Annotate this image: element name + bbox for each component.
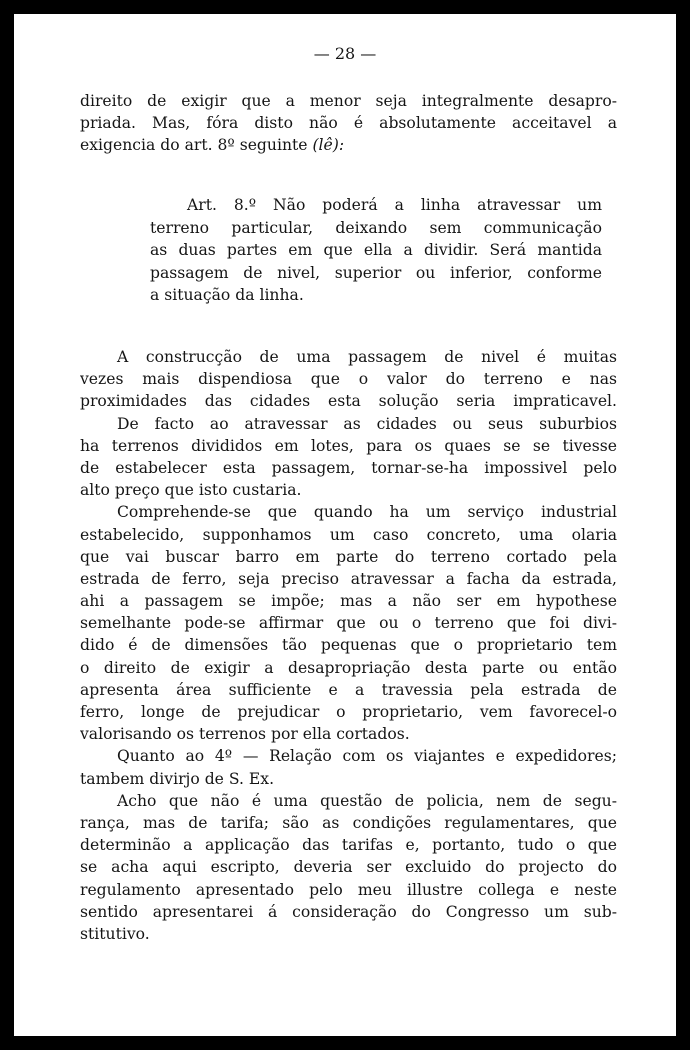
reading-mark: (lê):: [312, 136, 345, 155]
intro-paragraph: [80, 90, 617, 157]
text-line: que vai buscar barro em parte do terreno cortado pela: [80, 547, 617, 566]
text-line: Quanto ao 4º — Relação com os viajantes e expedidores;: [117, 747, 617, 766]
text-line: ahi a passagem se impõe; mas a não ser em hypothese: [80, 592, 617, 611]
quote-line: passagem de nivel, superior ou inferior, conforme: [150, 263, 602, 282]
text-line: [80, 134, 617, 156]
text-line: stitutivo.: [80, 924, 150, 943]
quote-line: a situação da linha.: [150, 286, 304, 305]
text-line: apresenta área sufficiente e a travessia pela estrada de: [80, 680, 617, 699]
text-line: direito de exigir que a menor seja integralmente desapro-: [80, 92, 617, 110]
text-line: estrada de ferro, seja preciso atravessar a facha da estrada,: [80, 569, 617, 588]
text-line: regulamento apresentado pelo meu illustre collega e neste: [80, 880, 617, 899]
text-line: de estabelecer esta passagem, tornar-se-ha impossivel pelo: [80, 458, 617, 477]
quote-line: Art. 8.º Não poderá a linha atravessar um: [187, 196, 602, 214]
text-line: estabelecido, supponhamos um caso concreto, uma olaria: [80, 525, 617, 544]
text-line: Acho que não é uma questão de policia, nem de segu-: [117, 791, 617, 810]
text-line: proximidades das cidades esta solução seria impraticavel.: [80, 392, 617, 411]
text-line: o direito de exigir a desapropriação desta parte ou então: [80, 658, 617, 677]
text-line: sentido apresentarei á consideração do Congresso um sub-: [80, 902, 617, 921]
text-line: alto preço que isto custaria.: [80, 481, 302, 500]
text-line: ha terrenos divididos em lotes, para os quaes se se tivesse: [80, 436, 617, 455]
text-line: Comprehende-se que quando ha um serviço industrial: [117, 503, 617, 522]
quoted-article: [150, 194, 602, 307]
text-line: priada. Mas, fóra disto não é absolutamente acceitavel a: [80, 114, 617, 133]
text-line: se acha aqui escripto, deveria ser excluido do projecto do: [80, 858, 617, 877]
text-line-content: exigencia do art. 8º seguinte: [80, 136, 308, 155]
body-text: [80, 346, 617, 945]
text-line: A construcção de uma passagem de nivel é muitas: [117, 348, 617, 366]
text-line: tambem divirjo de S. Ex.: [80, 769, 275, 788]
text-line: dido é de dimensões tão pequenas que o proprietario tem: [80, 636, 617, 655]
text-line: ferro, longe de prejudicar o proprietario, vem favorecel-o: [80, 703, 617, 721]
text-line: determinão a applicação das tarifas e, portanto, tudo o que: [80, 836, 617, 855]
page-number: — 28 —: [313, 44, 377, 63]
text-line: rança, mas de tarifa; são as condições regulamentares, que: [80, 813, 617, 832]
text-line: valorisando os terrenos por ella cortados.: [80, 725, 410, 744]
text-line: semelhante pode-se affirmar que ou o terreno que foi divi-: [80, 614, 617, 633]
text-line: vezes mais dispendiosa que o valor do terreno e nas: [80, 370, 617, 389]
document-page: [14, 14, 676, 1036]
quote-line: as duas partes em que ella a dividir. Será mantida: [150, 241, 602, 260]
quote-line: terreno particular, deixando sem communicação: [150, 218, 602, 237]
text-line: De facto ao atravessar as cidades ou seus suburbios: [117, 414, 617, 433]
